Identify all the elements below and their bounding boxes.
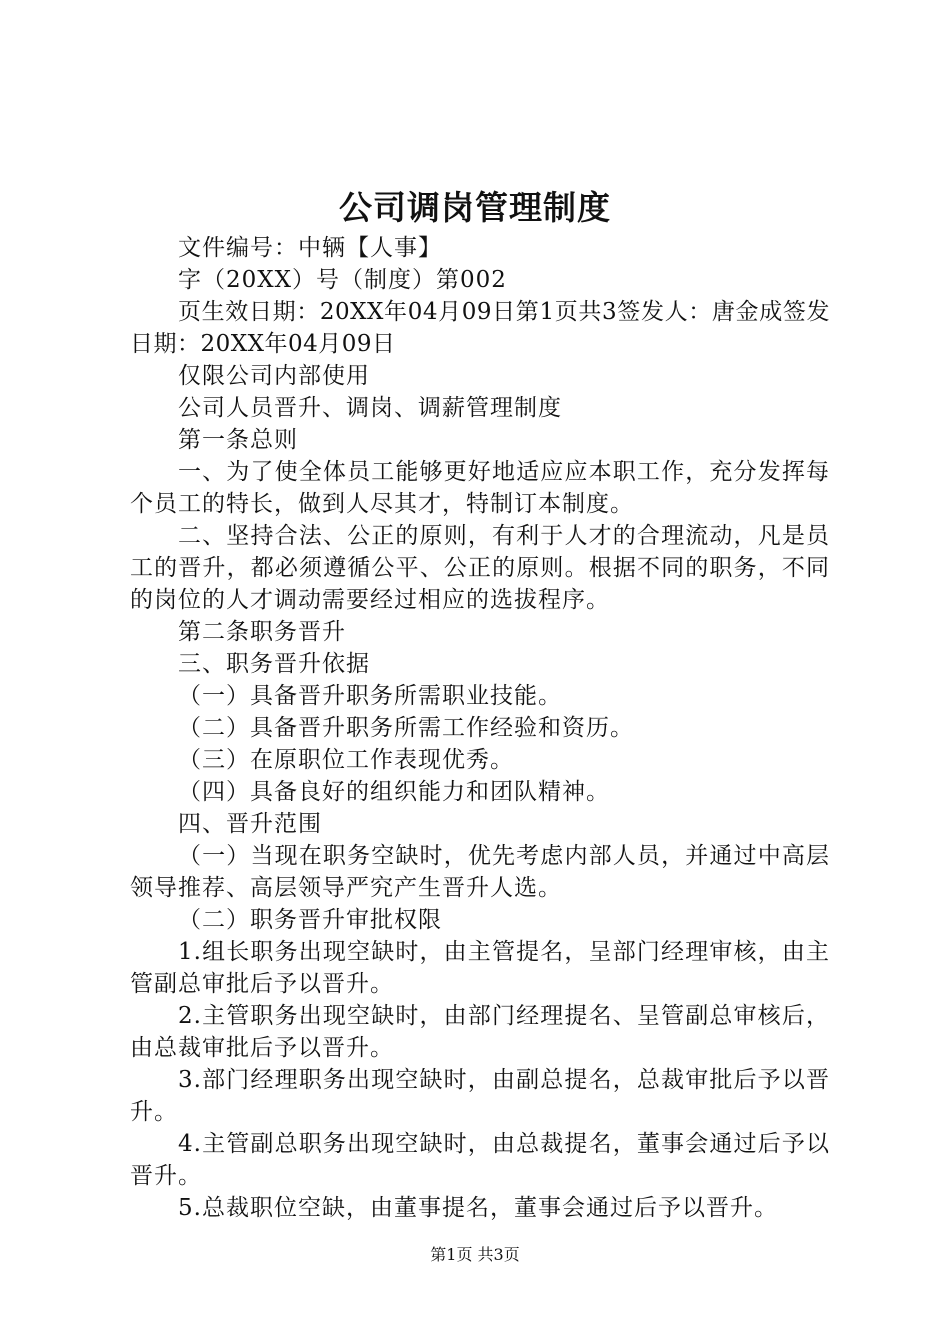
paragraph-file-code: 字（20XX）号（制度）第002 — [178, 267, 507, 293]
paragraph: 四、晋升范围 — [178, 811, 322, 837]
list-item: 3.部门经理职务出现空缺时，由副总提名，总裁审批后予以晋升。 — [130, 1067, 830, 1125]
list-item: 1.组长职务出现空缺时，由主管提名，呈部门经理审核，由主管副总审批后予以晋升。 — [130, 939, 830, 997]
list-item: （四）具备良好的组织能力和团队精神。 — [178, 779, 610, 805]
paragraph: 二、坚持合法、公正的原则，有利于人才的合理流动，凡是员工的晋升，都必须遵循公平、公正的原则。根据不同的职务，不同的岗位的人才调动需要经过相应的选拔程序。 — [130, 523, 830, 613]
list-item: 2.主管职务出现空缺时，由部门经理提名、呈管副总审核后，由总裁审批后予以晋升。 — [130, 1003, 830, 1061]
document-body — [130, 232, 830, 1224]
document-title: 公司调岗管理制度 — [339, 188, 611, 227]
paragraph-internal-use: 仅限公司内部使用 — [178, 363, 370, 389]
list-item: （一）具备晋升职务所需职业技能。 — [178, 683, 562, 709]
list-item: （一）当现在职务空缺时，优先考虑内部人员，并通过中高层领导推荐、高层领导严究产生晋升人选。 — [130, 843, 830, 901]
paragraph-subtitle: 公司人员晋升、调岗、调薪管理制度 — [178, 395, 562, 421]
list-item: （三）在原职位工作表现优秀。 — [178, 747, 514, 773]
page-footer: 第1页 共3页 — [430, 1245, 520, 1264]
list-item: （二）具备晋升职务所需工作经验和资历。 — [178, 715, 634, 741]
paragraph-effective-date: 页生效日期：20XX年04月09日第1页共3签发人：唐金成签发日期：20XX年04月09日 — [130, 299, 830, 357]
paragraph: 三、职务晋升依据 — [178, 651, 370, 677]
list-item: 5.总裁职位空缺，由董事提名，董事会通过后予以晋升。 — [178, 1195, 778, 1221]
paragraph-file-number: 文件编号：中辆【人事】 — [178, 235, 442, 261]
list-item: 4.主管副总职务出现空缺时，由总裁提名，董事会通过后予以晋升。 — [130, 1131, 830, 1189]
section-heading-general: 第一条总则 — [178, 427, 298, 453]
list-item: （二）职务晋升审批权限 — [178, 907, 442, 933]
paragraph: 一、为了使全体员工能够更好地适应应本职工作，充分发挥每个员工的特长，做到人尽其才，特制订本制度。 — [130, 459, 830, 517]
section-heading-promotion: 第二条职务晋升 — [178, 619, 346, 645]
